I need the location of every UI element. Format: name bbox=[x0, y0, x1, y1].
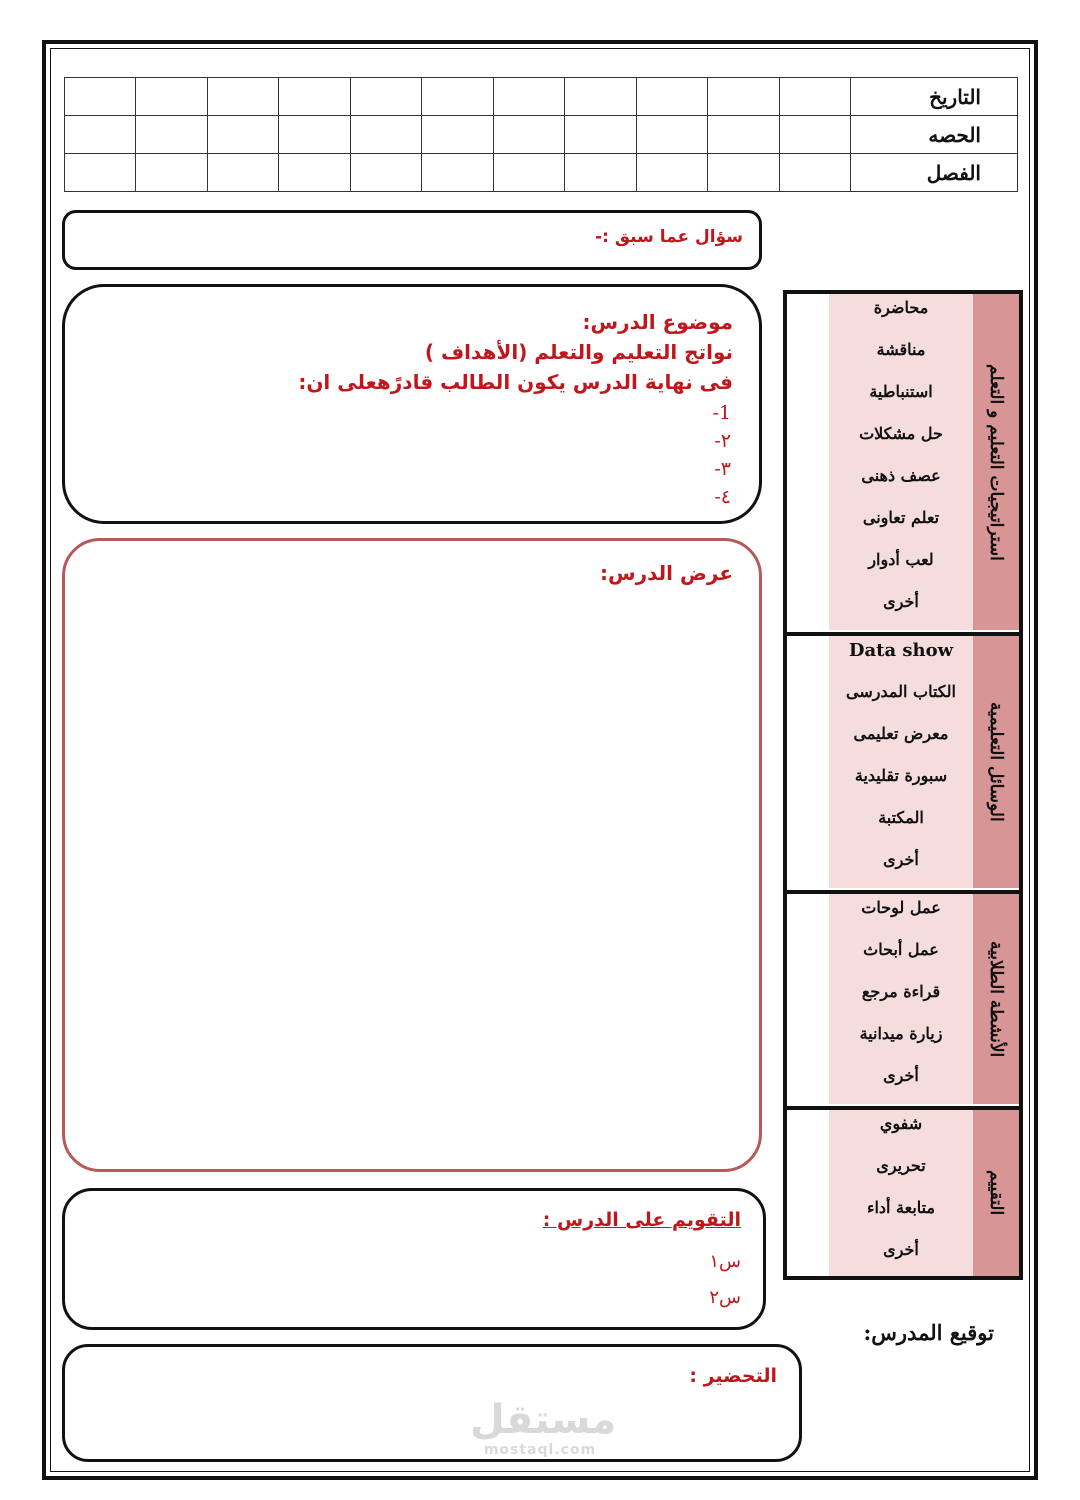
option-label: الكتاب المدرسى bbox=[829, 678, 973, 720]
section-student-activities-title: الأنشطة الطلابية bbox=[986, 940, 1006, 1058]
option-row[interactable] bbox=[787, 1194, 973, 1237]
section-teaching-aids-title: الوسائل التعليمية bbox=[986, 702, 1006, 822]
lesson-options-table bbox=[783, 290, 1023, 1280]
option-row[interactable] bbox=[787, 504, 973, 547]
lesson-presentation-label: عرض الدرس: bbox=[600, 561, 733, 585]
option-row[interactable] bbox=[787, 294, 973, 337]
preparation-label: التحضير : bbox=[689, 1365, 777, 1387]
header-row-date bbox=[65, 78, 1018, 116]
option-label: عمل أبحاث bbox=[829, 936, 973, 978]
objective-item-4: ٤- bbox=[714, 486, 731, 508]
option-row[interactable] bbox=[787, 936, 973, 979]
option-row[interactable] bbox=[787, 336, 973, 379]
option-checkbox[interactable] bbox=[787, 1110, 830, 1152]
option-label: تحريرى bbox=[829, 1152, 973, 1194]
option-checkbox[interactable] bbox=[787, 1020, 830, 1062]
prior-question-box[interactable] bbox=[62, 210, 762, 270]
option-label: استنباطية bbox=[829, 378, 973, 420]
objective-item-2: ٢- bbox=[714, 430, 731, 452]
option-row[interactable] bbox=[787, 846, 973, 888]
option-row[interactable] bbox=[787, 378, 973, 421]
option-label: أخرى bbox=[829, 588, 973, 630]
option-checkbox[interactable] bbox=[787, 504, 830, 546]
header-label-period: الحصه bbox=[851, 116, 1018, 154]
teacher-signature-label: توقيع المدرس: bbox=[863, 1320, 994, 1345]
lesson-objectives-box[interactable] bbox=[62, 284, 762, 524]
option-label: Data show bbox=[829, 636, 973, 678]
option-row[interactable] bbox=[787, 1062, 973, 1104]
option-checkbox[interactable] bbox=[787, 762, 830, 804]
header-grid bbox=[64, 77, 1018, 192]
lesson-presentation-box[interactable] bbox=[62, 538, 762, 1172]
preparation-box[interactable] bbox=[62, 1344, 802, 1462]
option-checkbox[interactable] bbox=[787, 462, 830, 504]
option-label: تعلم تعاونى bbox=[829, 504, 973, 546]
option-checkbox[interactable] bbox=[787, 1236, 830, 1276]
header-row-period bbox=[65, 116, 1018, 154]
option-label: زيارة ميدانية bbox=[829, 1020, 973, 1062]
section-assessment-title-cell bbox=[971, 1110, 1019, 1276]
objective-item-3: ٣- bbox=[714, 458, 731, 480]
watermark bbox=[470, 1397, 617, 1468]
option-row[interactable] bbox=[787, 762, 973, 805]
option-label: محاضرة bbox=[829, 294, 973, 336]
option-row[interactable] bbox=[787, 1152, 973, 1195]
option-checkbox[interactable] bbox=[787, 636, 830, 678]
option-row[interactable] bbox=[787, 1020, 973, 1063]
option-checkbox[interactable] bbox=[787, 720, 830, 762]
section-strategies-title-cell bbox=[971, 294, 1019, 630]
option-label: سبورة تقليدية bbox=[829, 762, 973, 804]
evaluation-box[interactable] bbox=[62, 1188, 766, 1330]
option-row[interactable] bbox=[787, 804, 973, 847]
option-checkbox[interactable] bbox=[787, 978, 830, 1020]
option-checkbox[interactable] bbox=[787, 294, 830, 336]
option-checkbox[interactable] bbox=[787, 936, 830, 978]
option-label: معرض تعليمى bbox=[829, 720, 973, 762]
watermark-domain: mostaql.com bbox=[483, 1442, 597, 1458]
option-label: متابعة أداء bbox=[829, 1194, 973, 1236]
option-checkbox[interactable] bbox=[787, 1152, 830, 1194]
option-checkbox[interactable] bbox=[787, 846, 830, 888]
option-row[interactable] bbox=[787, 894, 973, 937]
header-label-class: الفصل bbox=[851, 154, 1018, 192]
option-row[interactable] bbox=[787, 546, 973, 589]
option-row[interactable] bbox=[787, 978, 973, 1021]
option-row[interactable] bbox=[787, 588, 973, 630]
option-checkbox[interactable] bbox=[787, 804, 830, 846]
section-teaching-aids bbox=[787, 636, 1019, 888]
watermark-logo-text: مستقل bbox=[470, 1397, 617, 1443]
option-label: لعب أدوار bbox=[829, 546, 973, 588]
option-checkbox[interactable] bbox=[787, 588, 830, 630]
option-row[interactable] bbox=[787, 678, 973, 721]
option-checkbox[interactable] bbox=[787, 1062, 830, 1104]
option-row[interactable] bbox=[787, 420, 973, 463]
option-checkbox[interactable] bbox=[787, 546, 830, 588]
option-checkbox[interactable] bbox=[787, 420, 830, 462]
evaluation-q2: س٢ bbox=[709, 1287, 741, 1308]
option-checkbox[interactable] bbox=[787, 336, 830, 378]
option-label: حل مشكلات bbox=[829, 420, 973, 462]
option-checkbox[interactable] bbox=[787, 378, 830, 420]
option-row[interactable] bbox=[787, 636, 973, 679]
option-row[interactable] bbox=[787, 1236, 973, 1276]
option-row[interactable] bbox=[787, 462, 973, 505]
option-label: أخرى bbox=[829, 846, 973, 888]
option-label: أخرى bbox=[829, 1062, 973, 1104]
option-label: مناقشة bbox=[829, 336, 973, 378]
section-strategies-title: استراتيجيات التعليم و التعلم bbox=[986, 363, 1006, 561]
section-strategies bbox=[787, 294, 1019, 630]
section-assessment-title: التقييم bbox=[986, 1170, 1006, 1216]
option-label: عمل لوحات bbox=[829, 894, 973, 936]
option-checkbox[interactable] bbox=[787, 1194, 830, 1236]
option-checkbox[interactable] bbox=[787, 678, 830, 720]
option-label: شفوي bbox=[829, 1110, 973, 1152]
section-student-activities-title-cell bbox=[971, 894, 1019, 1104]
section-student-activities bbox=[787, 894, 1019, 1104]
header-row-class bbox=[65, 154, 1018, 192]
option-checkbox[interactable] bbox=[787, 894, 830, 936]
objective-item-1: 1- bbox=[712, 402, 731, 424]
lesson-intro: فى نهاية الدرس يكون الطالب قادرًهعلى ان: bbox=[298, 370, 733, 394]
option-label: المكتبة bbox=[829, 804, 973, 846]
evaluation-label: التقويم على الدرس : bbox=[542, 1209, 741, 1231]
option-label: قراءة مرجع bbox=[829, 978, 973, 1020]
lesson-topic-label: موضوع الدرس: bbox=[582, 310, 733, 334]
evaluation-q1: س١ bbox=[709, 1251, 741, 1272]
option-label: أخرى bbox=[829, 1236, 973, 1276]
prior-question-label: سؤال عما سبق :- bbox=[595, 227, 743, 247]
option-row[interactable] bbox=[787, 720, 973, 763]
section-assessment bbox=[787, 1110, 1019, 1276]
section-teaching-aids-title-cell bbox=[971, 636, 1019, 888]
option-label: عصف ذهنى bbox=[829, 462, 973, 504]
header-label-date: التاريخ bbox=[851, 78, 1018, 116]
option-row[interactable] bbox=[787, 1110, 973, 1153]
lesson-outcomes-label: نواتج التعليم والتعلم (الأهداف ) bbox=[424, 340, 733, 364]
